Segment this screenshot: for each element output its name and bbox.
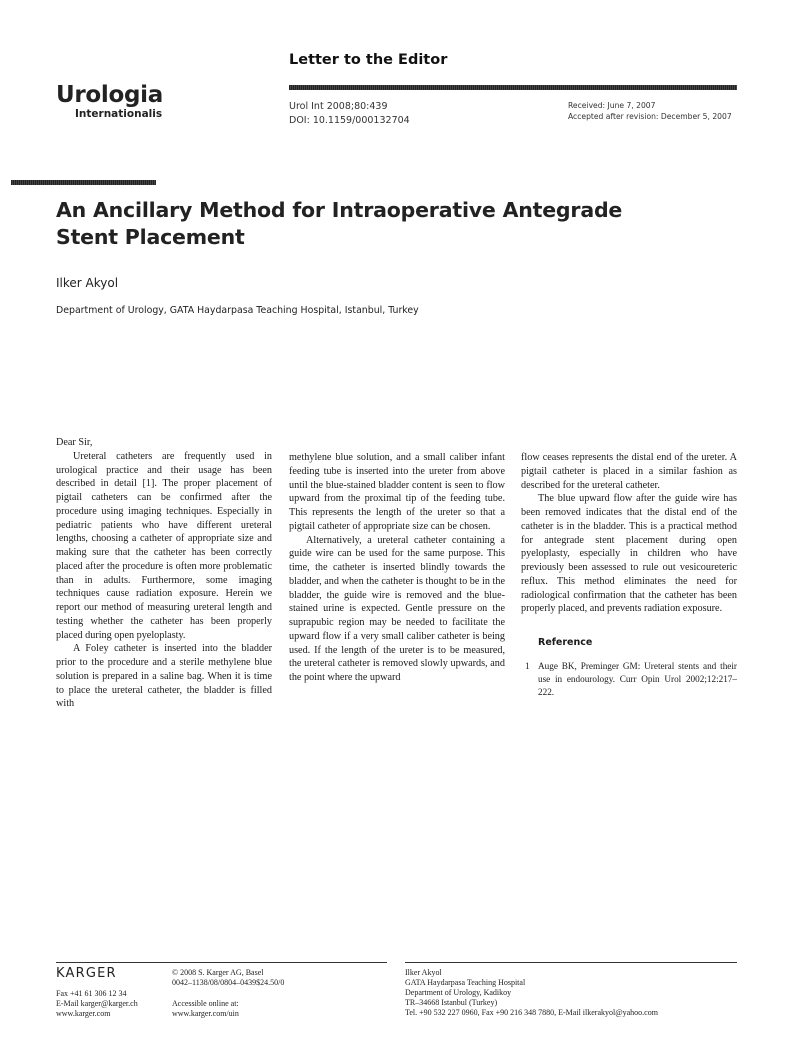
paragraph: flow ceases represents the distal end of the ureter. A pigtail catheter is placed in a similar fashion as described for the ureteral catheter. bbox=[521, 452, 737, 491]
access-label: Accessible online at: bbox=[172, 999, 239, 1008]
body-column-1 bbox=[56, 436, 272, 711]
article-title bbox=[56, 197, 696, 251]
correspondence-address bbox=[405, 968, 658, 1018]
copyright-block bbox=[172, 968, 284, 988]
title-line: An Ancillary Method for Intraoperative Antegrade bbox=[56, 198, 623, 222]
footer-rule bbox=[56, 962, 387, 963]
address-line: Department of Urology, Kadikoy bbox=[405, 988, 512, 997]
publisher-web: www.karger.com bbox=[56, 1009, 111, 1018]
doi-line: DOI: 10.1159/000132704 bbox=[289, 115, 410, 126]
publisher-contact bbox=[56, 989, 138, 1019]
journal-logo bbox=[56, 82, 163, 120]
issn: 0042–1138/08/0804–0439$24.50/0 bbox=[172, 978, 285, 987]
access-block bbox=[172, 999, 239, 1019]
copyright: © 2008 S. Karger AG, Basel bbox=[172, 968, 264, 977]
publisher-email: E-Mail karger@karger.ch bbox=[56, 999, 138, 1008]
citation-block bbox=[289, 100, 410, 128]
address-line: GATA Haydarpasa Teaching Hospital bbox=[405, 978, 526, 987]
access-url: www.karger.com/uin bbox=[172, 1009, 239, 1018]
section-label: Letter to the Editor bbox=[289, 52, 448, 68]
footer-rule bbox=[405, 962, 737, 963]
accepted-date: Accepted after revision: December 5, 2007 bbox=[568, 112, 732, 121]
address-name: Ilker Akyol bbox=[405, 968, 442, 977]
affiliation: Department of Urology, GATA Haydarpasa Teaching Hospital, Istanbul, Turkey bbox=[56, 305, 419, 316]
references-heading: Reference bbox=[538, 637, 593, 648]
paragraph: A Foley catheter is inserted into the bladder prior to the procedure and a sterile methylene blue solution is prepared in a saline bag. When it is time to place the ureteral catheter, the bladder is filled with bbox=[56, 643, 272, 710]
dates-block bbox=[568, 100, 732, 122]
body-column-2 bbox=[289, 451, 505, 685]
reference-item bbox=[521, 660, 737, 699]
title-rule bbox=[11, 180, 156, 185]
title-line: Stent Placement bbox=[56, 225, 245, 249]
journal-name: Urologia bbox=[56, 82, 163, 108]
paragraph: Ureteral catheters are frequently used in urological practice and their usage has been described in detail [1]. The proper placement of pigtail catheters can be confirmed after the procedure using imaging techniques. Especially in pediatric patients who have different ureteral lengths, choosing a catheter of appropriate size and making sure that the catheter has been correctly placed after the procedure is often more problematic than in adults. Furthermore, some imaging techniques cause radiation exposure. Herein we report our method of measuring ureteral length and testing whether the catheter has been properly placed during open pyeloplasty. bbox=[56, 450, 272, 641]
reference-number: 1 bbox=[525, 660, 530, 671]
paragraph: methylene blue solution, and a small caliber infant feeding tube is inserted into the ureter from above until the blue-stained bladder content is seen to flow upward from the proximal tip of the feeding tube. This represents the length of the ureter so that a pigtail catheter of appropriate size can be chosen. bbox=[289, 452, 505, 532]
received-date: Received: June 7, 2007 bbox=[568, 101, 656, 110]
header-rule bbox=[289, 85, 737, 90]
citation-line: Urol Int 2008;80:439 bbox=[289, 101, 388, 112]
salutation: Dear Sir, bbox=[56, 437, 93, 448]
publisher-logo: KARGER bbox=[56, 966, 117, 981]
body-column-3 bbox=[521, 451, 737, 699]
journal-subtitle: Internationalis bbox=[75, 108, 163, 120]
paragraph: The blue upward flow after the guide wire has been removed indicates that the distal end of the catheter is in the bladder. This is a practical method for antegrade stent placement during open pyeloplasty, especially in children who have previously been assessed to rule out vesicoureteric reflux. This method eliminates the need for radiological confirmation that the catheter has been properly placed, and prevents radiation exposure. bbox=[521, 493, 737, 615]
address-line: TR–34668 Istanbul (Turkey) bbox=[405, 998, 498, 1007]
publisher-fax: Fax +41 61 306 12 34 bbox=[56, 989, 127, 998]
reference-text: Auge BK, Preminger GM: Ureteral stents and their use in endourology. Curr Opin Urol 2002;12:217–222. bbox=[538, 660, 737, 697]
address-contact: Tel. +90 532 227 0960, Fax +90 216 348 7880, E-Mail ilkerakyol@yahoo.com bbox=[405, 1008, 658, 1017]
paragraph: Alternatively, a ureteral catheter containing a guide wire can be used for the same purpose. This time, the catheter is inserted blindly towards the bladder, and when the catheter is thought to be in the bladder, the guide wire is removed and the blue-stained urine is expected. Gentle pressure on the suprapubic region may be needed to facilitate the upward flow if a very small caliber catheter is being used. If the length of the ureter is to be measured, the ureteral catheter is removed slowly upwards, and the point where the upward bbox=[289, 534, 505, 683]
author-name: Ilker Akyol bbox=[56, 276, 119, 290]
